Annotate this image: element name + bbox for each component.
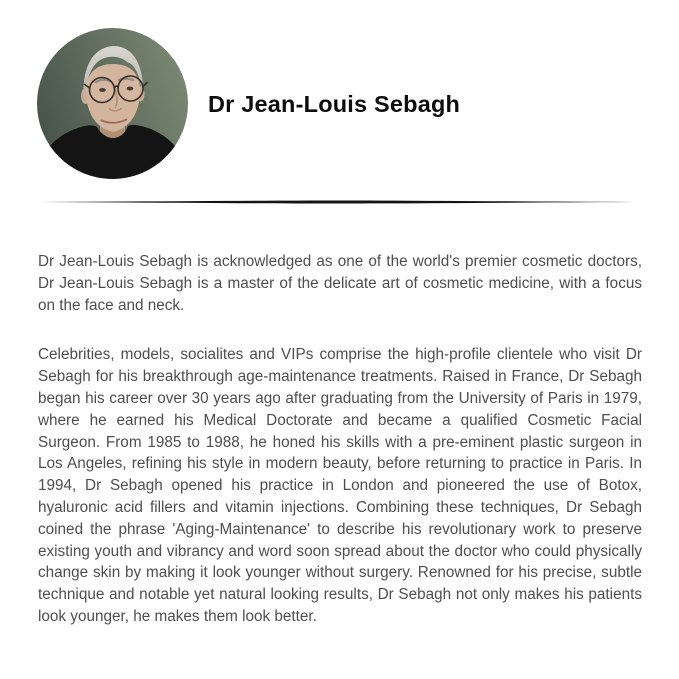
portrait-illustration	[37, 28, 188, 179]
page-title: Dr Jean-Louis Sebagh	[208, 91, 461, 117]
divider	[40, 199, 635, 205]
biography-paragraph-1: Dr Jean-Louis Sebagh is acknowledged as one of the world's premier cosmetic doctors, Dr Jean-Louis Sebagh is a master of the delicate art of cosmetic medicine, with a focus on the face and neck.	[38, 253, 642, 314]
biography-paragraph-2: Celebrities, models, socialites and VIPs comprise the high-profile clientele who visit Dr Sebagh for his breakthrough age-maintenance treatments. Raised in France, Dr Sebagh began his career over 30 years ago after graduating from the University of Paris in 1979, where he earned his Medical Doctorate and became a qualified Cosmetic Facial Surgeon. From 1985 to 1988, he honed his skills with a pre-eminent plastic surgeon in Los Angeles, refining his style in modern beauty, before returning to practice in Paris. In 1994, Dr Sebagh opened his practice in London and pioneered the use of Botox, hyaluronic acid fillers and vitamin injections. Combining these techniques, Dr Sebagh coined the phrase 'Aging-Maintenance' to describe his revolutionary work to preserve existing youth and vibrancy and word soon spread about the doctor who could physically change skin by making it look younger without surgery. Renowned for his precise, subtle technique and notable yet natural looking results, Dr Sebagh not only makes his patients look younger, he makes them look better.	[38, 346, 642, 625]
biography-text	[38, 251, 642, 628]
divider-line	[40, 199, 635, 205]
portrait-photo	[37, 28, 188, 179]
